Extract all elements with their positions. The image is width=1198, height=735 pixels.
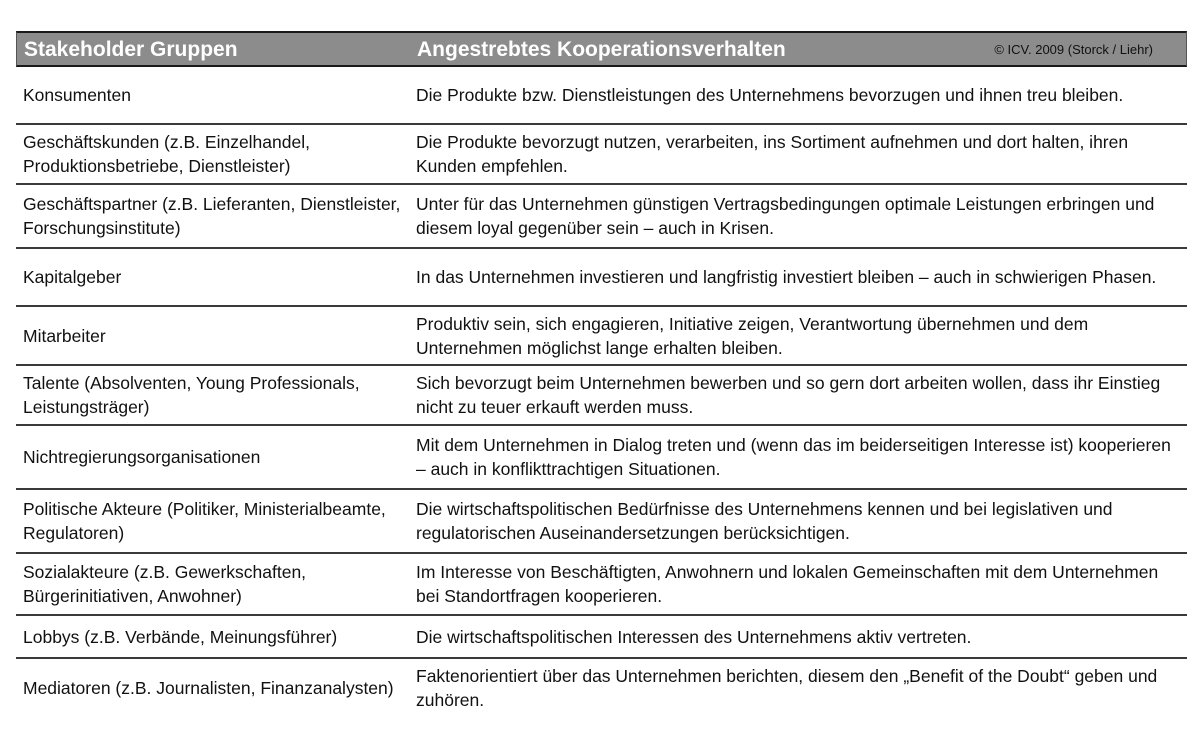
table-row [16,249,1187,307]
table-row [16,490,1187,554]
header-stakeholder-groups: Stakeholder Gruppen [24,38,238,61]
stakeholder-group-cell: Politische Akteure (Politiker, Ministerialbeamte, Regulatoren) [23,499,386,543]
stakeholder-table [16,31,1187,717]
stakeholder-group-cell: Geschäftspartner (z.B. Lieferanten, Dienstleister, Forschungsinstitute) [23,194,401,238]
stakeholder-group-cell: Lobbys (z.B. Verbände, Meinungsführer) [23,626,338,647]
stakeholder-group-cell: Konsumenten [23,85,131,105]
table-header [16,31,1187,67]
cooperation-behavior-cell: Im Interesse von Beschäftigten, Anwohnern und lokalen Gemeinschaften mit dem Unternehmen bei Standortfragen kooperieren. [416,562,1159,606]
table-row [16,366,1187,426]
cooperation-behavior-cell: Sich bevorzugt beim Unternehmen bewerben und so gern dort arbeiten wollen, dass ihr Einstieg nicht zu teuer erkauft werden muss. [416,373,1161,417]
cooperation-behavior-cell: Faktenorientiert über das Unternehmen berichten, diesem den „Benefit of the Doubt“ geben und zuhören. [416,666,1158,710]
cooperation-behavior-cell: Die Produkte bevorzugt nutzen, verarbeiten, ins Sortiment aufnehmen und dort halten, ihren Kunden empfehlen. [416,132,1129,176]
table-row [16,67,1187,125]
cooperation-behavior-cell: In das Unternehmen investieren und langfristig investiert bleiben – auch in schwierigen Phasen. [416,267,1157,287]
cooperation-behavior-cell: Die wirtschaftspolitischen Interessen des Unternehmens aktiv vertreten. [416,626,972,647]
cooperation-behavior-cell: Die wirtschaftspolitischen Bedürfnisse des Unternehmens kennen und bei legislativen und regulatorischen Auseinandersetzungen berücksichtigen. [416,499,1113,543]
stakeholder-group-cell: Mitarbeiter [23,325,106,346]
cooperation-behavior-cell: Mit dem Unternehmen in Dialog treten und (wenn das im beiderseitigen Interesse ist) kooperieren – auch in konflikttrachtigen Situationen. [416,435,1171,479]
stakeholder-group-cell: Kapitalgeber [23,267,122,287]
stakeholder-group-cell: Sozialakteure (z.B. Gewerkschaften, Bürgerinitiativen, Anwohner) [23,562,307,606]
table-row [16,616,1187,659]
header-cooperation-behavior: Angestrebtes Kooperationsverhalten [417,38,786,61]
stakeholder-group-cell: Mediatoren (z.B. Journalisten, Finanzanalysten) [23,678,394,698]
cooperation-behavior-cell: Unter für das Unternehmen günstigen Vertragsbedingungen optimale Leistungen erbringen und diesem loyal gegenüber sein – auch in Krisen. [416,194,1155,238]
stakeholder-group-cell: Geschäftskunden (z.B. Einzelhandel, Produktionsbetriebe, Dienstleister) [23,132,310,176]
cooperation-behavior-cell: Produktiv sein, sich engagieren, Initiative zeigen, Verantwortung übernehmen und dem Unternehmen möglichst lange erhalten bleiben. [416,313,1089,358]
table-row [16,426,1187,490]
table-row [16,125,1187,185]
table-row [16,659,1187,717]
cooperation-behavior-cell: Die Produkte bzw. Dienstleistungen des Unternehmens bevorzugen und ihnen treu bleiben. [416,85,1124,105]
table-row [16,554,1187,616]
stakeholder-group-cell: Nichtregierungsorganisationen [23,447,261,467]
copyright-notice: © ICV. 2009 (Storck / Liehr) [994,42,1153,57]
table-row [16,307,1187,366]
stakeholder-group-cell: Talente (Absolventen, Young Professionals, Leistungsträger) [23,373,360,417]
table-row [16,185,1187,249]
